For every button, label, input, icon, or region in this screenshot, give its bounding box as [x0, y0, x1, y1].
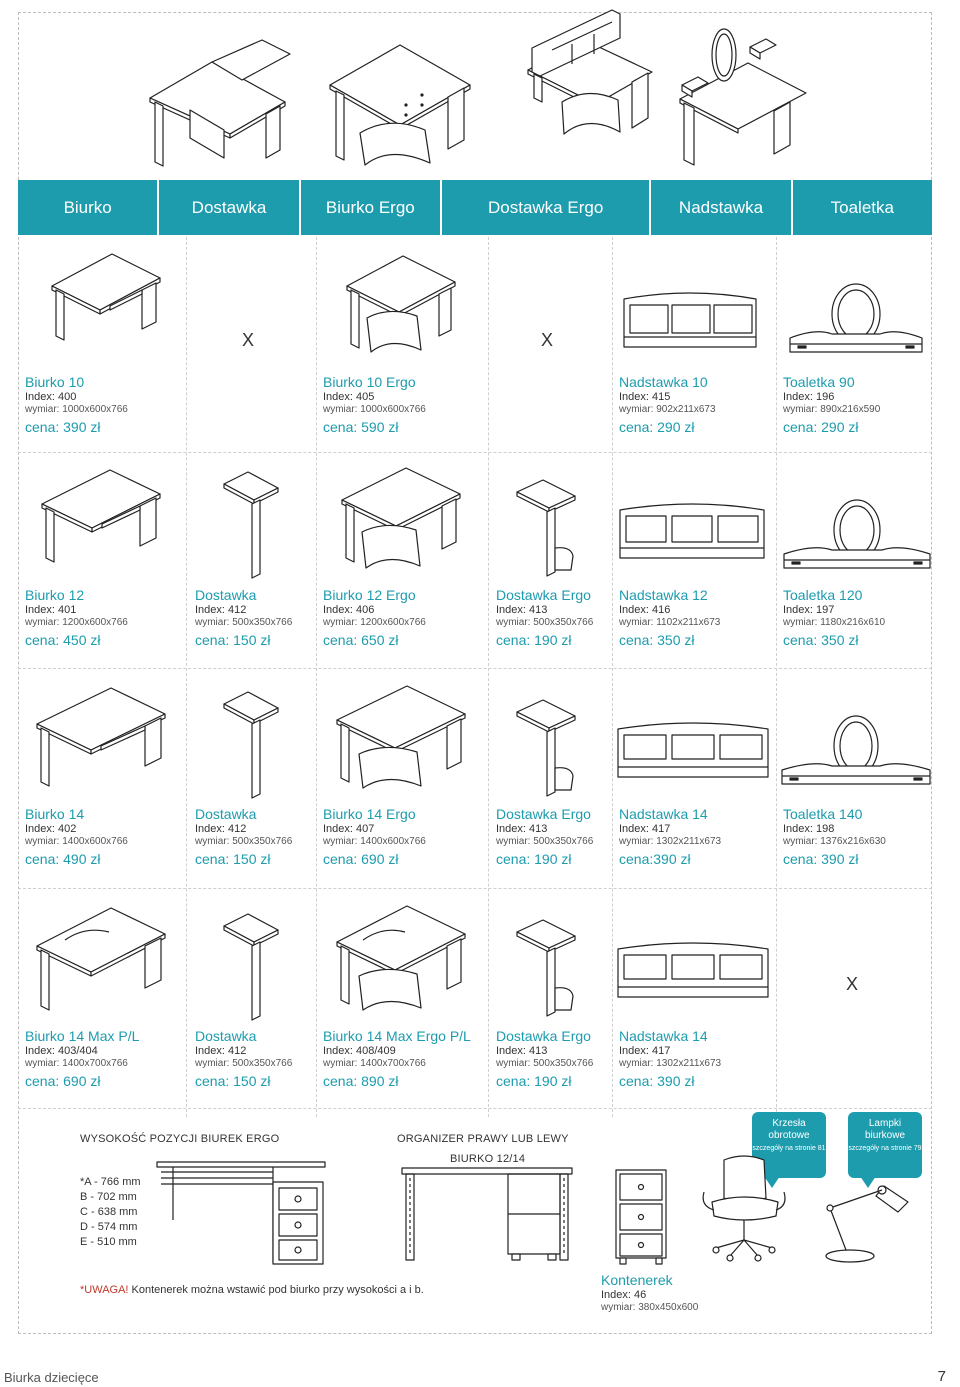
product-card	[323, 806, 483, 867]
ergo-extension-illustration	[515, 918, 580, 1018]
desk-lamp-illustration	[810, 1168, 920, 1268]
product-index: Index: 401	[25, 604, 77, 616]
dressing-table-illustration	[680, 25, 810, 175]
dressing-table-illustration	[780, 712, 932, 792]
product-size: wymiar: 1180x216x610	[783, 617, 886, 628]
desk-with-hutch-illustration	[522, 10, 662, 138]
product-price: cena: 190 zł	[496, 1073, 572, 1089]
office-chair-illustration	[696, 1152, 791, 1262]
category-tabs	[18, 180, 932, 235]
corner-desk-illustration	[150, 40, 300, 170]
dressing-table-illustration	[782, 498, 932, 576]
product-size: wymiar: 1302x211x673	[619, 1058, 722, 1069]
warning-note	[80, 1284, 424, 1296]
footer-section-title: Biurka dziecięce	[4, 1370, 99, 1385]
product-price: cena: 290 zł	[619, 419, 695, 435]
grid-divider	[776, 237, 777, 1117]
product-size: wymiar: 1200x600x766	[323, 617, 426, 628]
product-name: Dostawka	[195, 587, 257, 603]
chair-bubble-title: Krzesła obrotowe	[768, 1118, 810, 1141]
product-price: cena: 350 zł	[783, 632, 859, 648]
ergo-heights-list	[80, 1175, 141, 1250]
chair-bubble-subtitle: szczegóły na stronie 81	[752, 1145, 826, 1152]
product-name: Toaletka 120	[783, 587, 863, 603]
product-size: wymiar: 1000x600x766	[323, 404, 426, 415]
warning-prefix: *UWAGA!	[80, 1284, 129, 1296]
product-card	[783, 587, 943, 648]
product-card	[25, 1028, 185, 1089]
hutch-illustration	[614, 715, 772, 785]
product-index: Index: 416	[619, 604, 671, 616]
product-size: wymiar: 1400x600x766	[25, 836, 128, 847]
product-price: cena: 150 zł	[195, 1073, 271, 1089]
product-price: cena: 290 zł	[783, 419, 859, 435]
hutch-illustration	[614, 935, 772, 1005]
product-price: cena: 690 zł	[25, 1073, 101, 1089]
product-size: wymiar: 1000x600x766	[25, 404, 128, 415]
product-name: Nadstawka 14	[619, 1028, 708, 1044]
product-size: wymiar: 902x211x673	[619, 404, 716, 415]
product-name: Biurko 14 Ergo	[323, 806, 416, 822]
product-price: cena: 690 zł	[323, 851, 399, 867]
product-price: cena: 490 zł	[25, 851, 101, 867]
product-price: cena: 150 zł	[195, 851, 271, 867]
product-size: wymiar: 1200x600x766	[25, 617, 128, 628]
organizer-subtitle: BIURKO 12/14	[450, 1153, 526, 1165]
product-card	[25, 374, 185, 435]
product-index: Index: 413	[496, 604, 548, 616]
tab-dostawka[interactable]: Dostawka	[159, 180, 298, 235]
product-name: Biurko 14 Max P/L	[25, 1028, 140, 1044]
product-index: Index: 415	[619, 391, 671, 403]
product-size: wymiar: 1302x211x673	[619, 836, 722, 847]
lamp-bubble-title: Lampki biurkowe	[864, 1118, 906, 1141]
max-ergo-desk-illustration	[335, 900, 470, 1015]
product-card	[783, 806, 943, 867]
tab-nadstawka[interactable]: Nadstawka	[651, 180, 790, 235]
product-price: cena: 350 zł	[619, 632, 695, 648]
product-size: wymiar: 500x350x766	[496, 617, 594, 628]
product-index: Index: 417	[619, 1045, 671, 1057]
product-name: Nadstawka 10	[619, 374, 708, 390]
product-index: Index: 412	[195, 823, 247, 835]
product-index: Index: 197	[783, 604, 835, 616]
height-a: *A - 766 mm	[80, 1176, 141, 1188]
height-b: B - 702 mm	[80, 1191, 137, 1203]
product-name: Dostawka Ergo	[496, 1028, 591, 1044]
product-name: Biurko 14 Max Ergo P/L	[323, 1028, 471, 1044]
product-card	[619, 806, 779, 867]
ergo-extension-illustration	[515, 478, 580, 578]
grid-divider	[612, 237, 613, 1117]
ergo-desk-illustration	[340, 462, 465, 572]
ergo-heights-title: WYSOKOŚĆ POZYCJI BIUREK ERGO	[80, 1133, 280, 1145]
product-card	[619, 374, 779, 435]
not-available-mark: X	[541, 330, 554, 350]
product-name: Biurko 10	[25, 374, 85, 390]
max-desk-illustration	[35, 902, 170, 1017]
product-card	[619, 587, 779, 648]
product-price: cena: 390 zł	[619, 1073, 695, 1089]
lamp-bubble-subtitle: szczegóły na stronie 79	[848, 1145, 922, 1152]
page-number: 7	[937, 1368, 946, 1385]
tab-toaletka[interactable]: Toaletka	[793, 180, 932, 235]
product-index: Index: 412	[195, 1045, 247, 1057]
product-price: cena: 890 zł	[323, 1073, 399, 1089]
not-available-mark: X	[242, 330, 255, 350]
height-d: D - 574 mm	[80, 1221, 138, 1233]
product-price: cena: 390 zł	[783, 851, 859, 867]
container-card	[601, 1272, 698, 1314]
product-size: wymiar: 500x350x766	[496, 1058, 594, 1069]
product-size: wymiar: 500x350x766	[496, 836, 594, 847]
product-index: Index: 196	[783, 391, 835, 403]
grid-divider	[316, 237, 317, 1117]
product-name: Dostawka Ergo	[496, 587, 591, 603]
product-card	[25, 806, 185, 867]
product-index: Index: 412	[195, 604, 247, 616]
product-index: Index: 413	[496, 823, 548, 835]
product-index: Index: 403/404	[25, 1045, 98, 1057]
organizer-illustration	[400, 1166, 575, 1262]
product-card	[323, 587, 483, 648]
height-c: C - 638 mm	[80, 1206, 138, 1218]
product-price: cena:390 zł	[619, 851, 691, 867]
product-size: wymiar: 500x350x766	[195, 1058, 293, 1069]
desk-illustration	[40, 464, 165, 569]
desk-illustration	[50, 248, 165, 348]
product-name: Toaletka 140	[783, 806, 863, 822]
product-size: wymiar: 500x350x766	[195, 617, 293, 628]
extension-table-illustration	[222, 690, 282, 800]
container-size: wymiar: 380x450x600	[601, 1302, 699, 1313]
dressing-table-illustration	[786, 282, 926, 362]
product-name: Biurko 14	[25, 806, 85, 822]
product-index: Index: 400	[25, 391, 77, 403]
product-size: wymiar: 1376x216x630	[783, 836, 886, 847]
product-name: Nadstawka 12	[619, 587, 708, 603]
product-name: Biurko 12 Ergo	[323, 587, 416, 603]
product-name: Dostawka	[195, 1028, 257, 1044]
product-name: Biurko 12	[25, 587, 85, 603]
product-name: Dostawka Ergo	[496, 806, 591, 822]
product-card	[619, 1028, 779, 1089]
product-card	[323, 374, 483, 435]
product-price: cena: 150 zł	[195, 632, 271, 648]
container-index: Index: 46	[601, 1289, 647, 1301]
tab-biurko[interactable]: Biurko	[18, 180, 157, 235]
product-index: Index: 402	[25, 823, 77, 835]
ergo-desk-illustration	[345, 250, 460, 355]
extension-table-illustration	[222, 912, 282, 1022]
product-index: Index: 413	[496, 1045, 548, 1057]
hutch-illustration	[616, 496, 768, 566]
product-price: cena: 450 zł	[25, 632, 101, 648]
product-name: Toaletka 90	[783, 374, 855, 390]
ergo-extension-illustration	[515, 698, 580, 798]
product-size: wymiar: 890x216x590	[783, 404, 881, 415]
product-size: wymiar: 1102x211x673	[619, 617, 721, 628]
product-size: wymiar: 500x350x766	[195, 836, 293, 847]
product-index: Index: 407	[323, 823, 375, 835]
product-card	[323, 1028, 483, 1089]
product-card	[783, 374, 943, 435]
product-price: cena: 650 zł	[323, 632, 399, 648]
container-name: Kontenerek	[601, 1272, 673, 1288]
product-name: Biurko 10 Ergo	[323, 374, 416, 390]
product-price: cena: 590 zł	[323, 419, 399, 435]
grid-divider	[186, 237, 187, 1117]
organizer-title: ORGANIZER PRAWY LUB LEWY	[397, 1133, 569, 1145]
product-name: Dostawka	[195, 806, 257, 822]
hutch-illustration	[620, 285, 760, 355]
ergo-desk-illustration	[335, 680, 470, 790]
grid-divider	[488, 237, 489, 1117]
grid-divider	[18, 452, 932, 453]
product-index: Index: 406	[323, 604, 375, 616]
tab-biurko-ergo[interactable]: Biurko Ergo	[301, 180, 440, 235]
grid-divider	[18, 668, 932, 669]
product-size: wymiar: 1400x700x766	[323, 1058, 426, 1069]
product-index: Index: 405	[323, 391, 375, 403]
tab-dostawka-ergo[interactable]: Dostawka Ergo	[442, 180, 649, 235]
warning-text: Kontenerek można wstawić pod biurko przy wysokości a i b.	[128, 1284, 424, 1296]
product-price: cena: 190 zł	[496, 851, 572, 867]
product-name: Nadstawka 14	[619, 806, 708, 822]
product-index: Index: 198	[783, 823, 835, 835]
product-card	[25, 587, 185, 648]
container-illustration	[612, 1166, 672, 1266]
extension-table-illustration	[222, 470, 282, 580]
product-index: Index: 408/409	[323, 1045, 396, 1057]
grid-divider	[18, 1108, 932, 1109]
product-price: cena: 390 zł	[25, 419, 101, 435]
ergo-desk-illustration	[330, 45, 480, 170]
grid-divider	[18, 888, 932, 889]
product-price: cena: 190 zł	[496, 632, 572, 648]
not-available-mark: X	[846, 974, 859, 994]
height-e: E - 510 mm	[80, 1236, 137, 1248]
desk-illustration	[35, 682, 170, 792]
product-size: wymiar: 1400x700x766	[25, 1058, 128, 1069]
ergo-height-diagram	[155, 1158, 330, 1270]
product-size: wymiar: 1400x600x766	[323, 836, 426, 847]
product-index: Index: 417	[619, 823, 671, 835]
